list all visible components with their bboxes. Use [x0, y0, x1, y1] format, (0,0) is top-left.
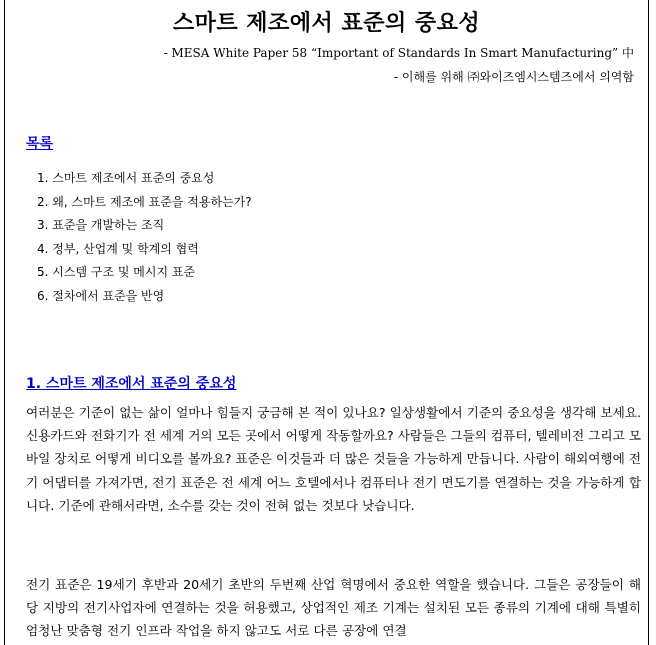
toc-heading[interactable]: 목록 [26, 136, 54, 152]
section-1-paragraph-2: 전기 표준은 19세기 후반과 20세기 초반의 두번째 산업 혁명에서 중요한 역할을 했습니다. 그들은 공장들이 해당 지방의 전기사업자에 연결하는 것을 허용했고, 상업적인 제조 기계는 설치된 모든 종류의 기계에 대해 특별히 엄청난 맞춤형 전기 인프라 작업을 하지 않고도 서로 다른 공장에 연결 [26, 577, 641, 639]
table-of-contents [37, 170, 252, 312]
section-1-paragraph-1: 여러분은 기준이 없는 삶이 얼마나 힘들지 궁금해 본 적이 있나요? 일상생활에서 기준의 중요성을 생각해 보세요. 신용카드와 전화기가 전 세계 거의 모든 곳에서 어떻게 작동할까요? 사람들은 그들의 컴퓨터, 텔레비전 그리고 모바일 장치로 어떻게 비디오를 볼까요? 표준은 이것들과 더 많은 것들을 가능하게 만듭니다. 사람이 해외여행에 전기 어댑터를 가져가면, 전기 표준은 전 세계 어느 호텔에서나 컴퓨터나 전기 면도기를 연결하는 것을 가능하게 합니다. 기준에 관해서라면, 소수를 갖는 것이 전혀 없는 것보다 낫습니다. [26, 405, 641, 513]
toc-item-3[interactable]: 3. 표준을 개발하는 조직 [37, 218, 165, 233]
source-line: - MESA White Paper 58 “Important of Standards In Smart Manufacturing” 中 [163, 46, 634, 60]
translator-line: - 이해를 위해 ㈜와이즈엠시스템즈에서 의역함 [393, 70, 634, 84]
toc-item-6[interactable]: 6. 절차에서 표준을 반영 [37, 288, 165, 303]
toc-item-2[interactable]: 2. 왜, 스마트 제조에 표준을 적용하는가? [37, 194, 252, 209]
document-page [4, 0, 649, 645]
toc-item-5[interactable]: 5. 시스템 구조 및 메시지 표준 [37, 265, 196, 280]
document-title: 스마트 제조에서 표준의 중요성 [172, 11, 481, 36]
toc-item-4[interactable]: 4. 정부, 산업계 및 학계의 협력 [37, 241, 199, 256]
toc-item-1[interactable]: 1. 스마트 제조에서 표준의 중요성 [37, 171, 215, 185]
section-1-heading[interactable]: 1. 스마트 제조에서 표준의 중요성 [26, 376, 237, 392]
